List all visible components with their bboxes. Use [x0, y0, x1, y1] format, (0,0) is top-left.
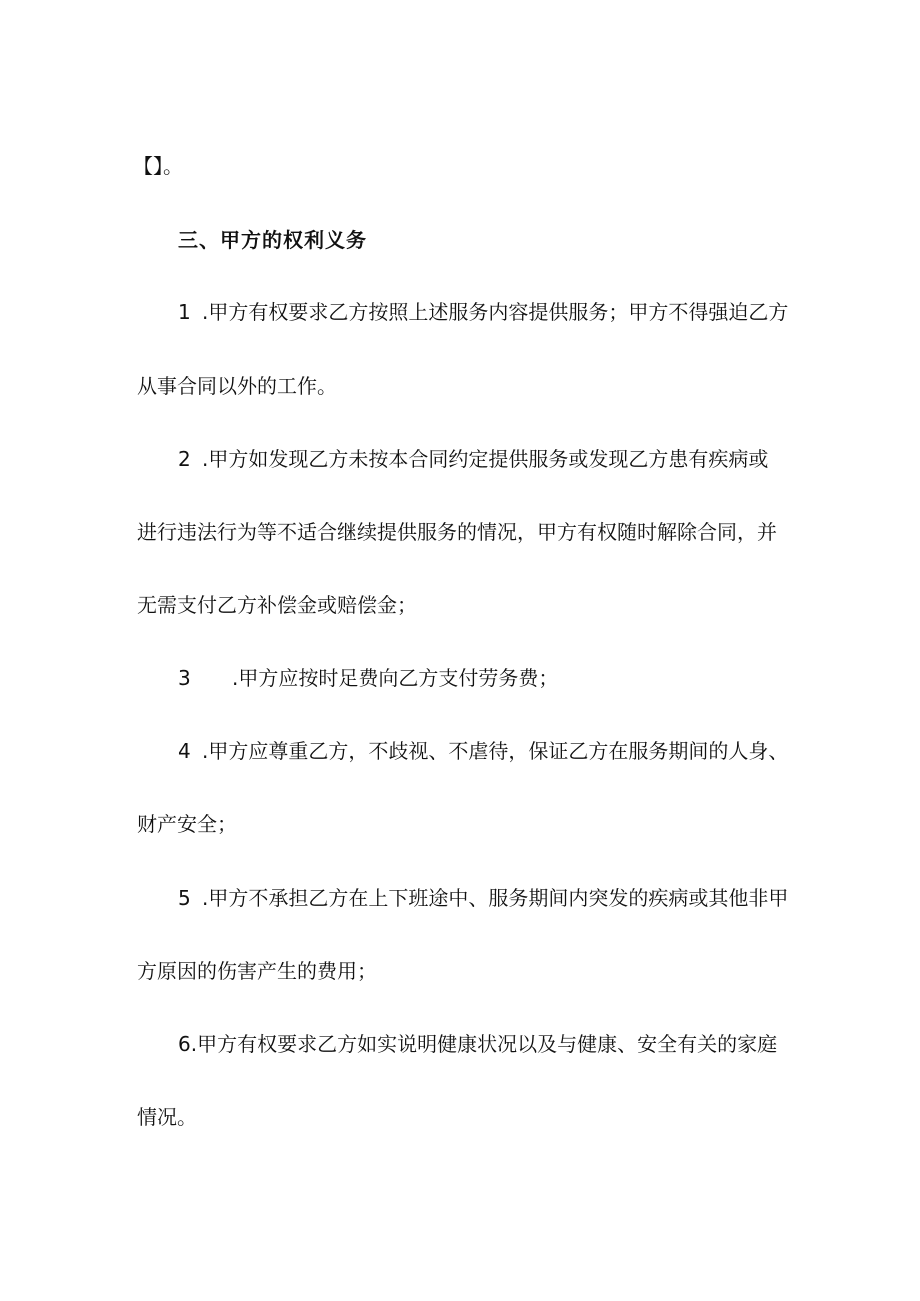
item-2-line-2: 进行违法行为等不适合继续提供服务的情况，甲方有权随时解除合同，并: [137, 520, 777, 544]
item-3-line-1: [178, 664, 558, 692]
item-5-text: .甲方不承担乙方在上下班途中、服务期间内突发的疾病或其他非甲: [202, 886, 789, 910]
item-4-line-1: [178, 737, 788, 765]
item-2-line-1: [178, 445, 768, 473]
item-6-line-1: [178, 1030, 777, 1058]
item-2-text: .甲方如发现乙方未按本合同约定提供服务或发现乙方患有疾病或: [202, 447, 769, 471]
item-6-number: 6: [178, 1032, 191, 1056]
item-3-number: 3: [178, 666, 191, 690]
item-4-text: .甲方应尊重乙方，不歧视、不虐待，保证乙方在服务期间的人身、: [202, 739, 789, 763]
item-6-line-2: 情况。: [137, 1105, 197, 1129]
item-1-line-2: 从事合同以外的工作。: [137, 374, 337, 398]
item-5-line-1: [178, 884, 788, 912]
item-4-number: 4: [178, 739, 191, 763]
item-4-line-2: 财产安全；: [137, 812, 237, 836]
item-5-number: 5: [178, 886, 191, 910]
item-2-number: 2: [178, 447, 191, 471]
item-5-line-2: 方原因的伤害产生的费用；: [137, 959, 377, 983]
item-1-number: 1: [178, 300, 191, 324]
top-fragment: 【】。: [133, 154, 183, 178]
item-6-text: .甲方有权要求乙方如实说明健康状况以及与健康、安全有关的家庭: [190, 1032, 778, 1056]
item-1-line-1: [178, 298, 788, 326]
item-1-text: .甲方有权要求乙方按照上述服务内容提供服务；甲方不得强迫乙方: [202, 300, 789, 324]
item-2-line-3: 无需支付乙方补偿金或赔偿金；: [137, 593, 417, 617]
section-heading: 三、甲方的权利义务: [178, 228, 367, 252]
item-3-text: .甲方应按时足费向乙方支付劳务费；: [232, 666, 559, 690]
